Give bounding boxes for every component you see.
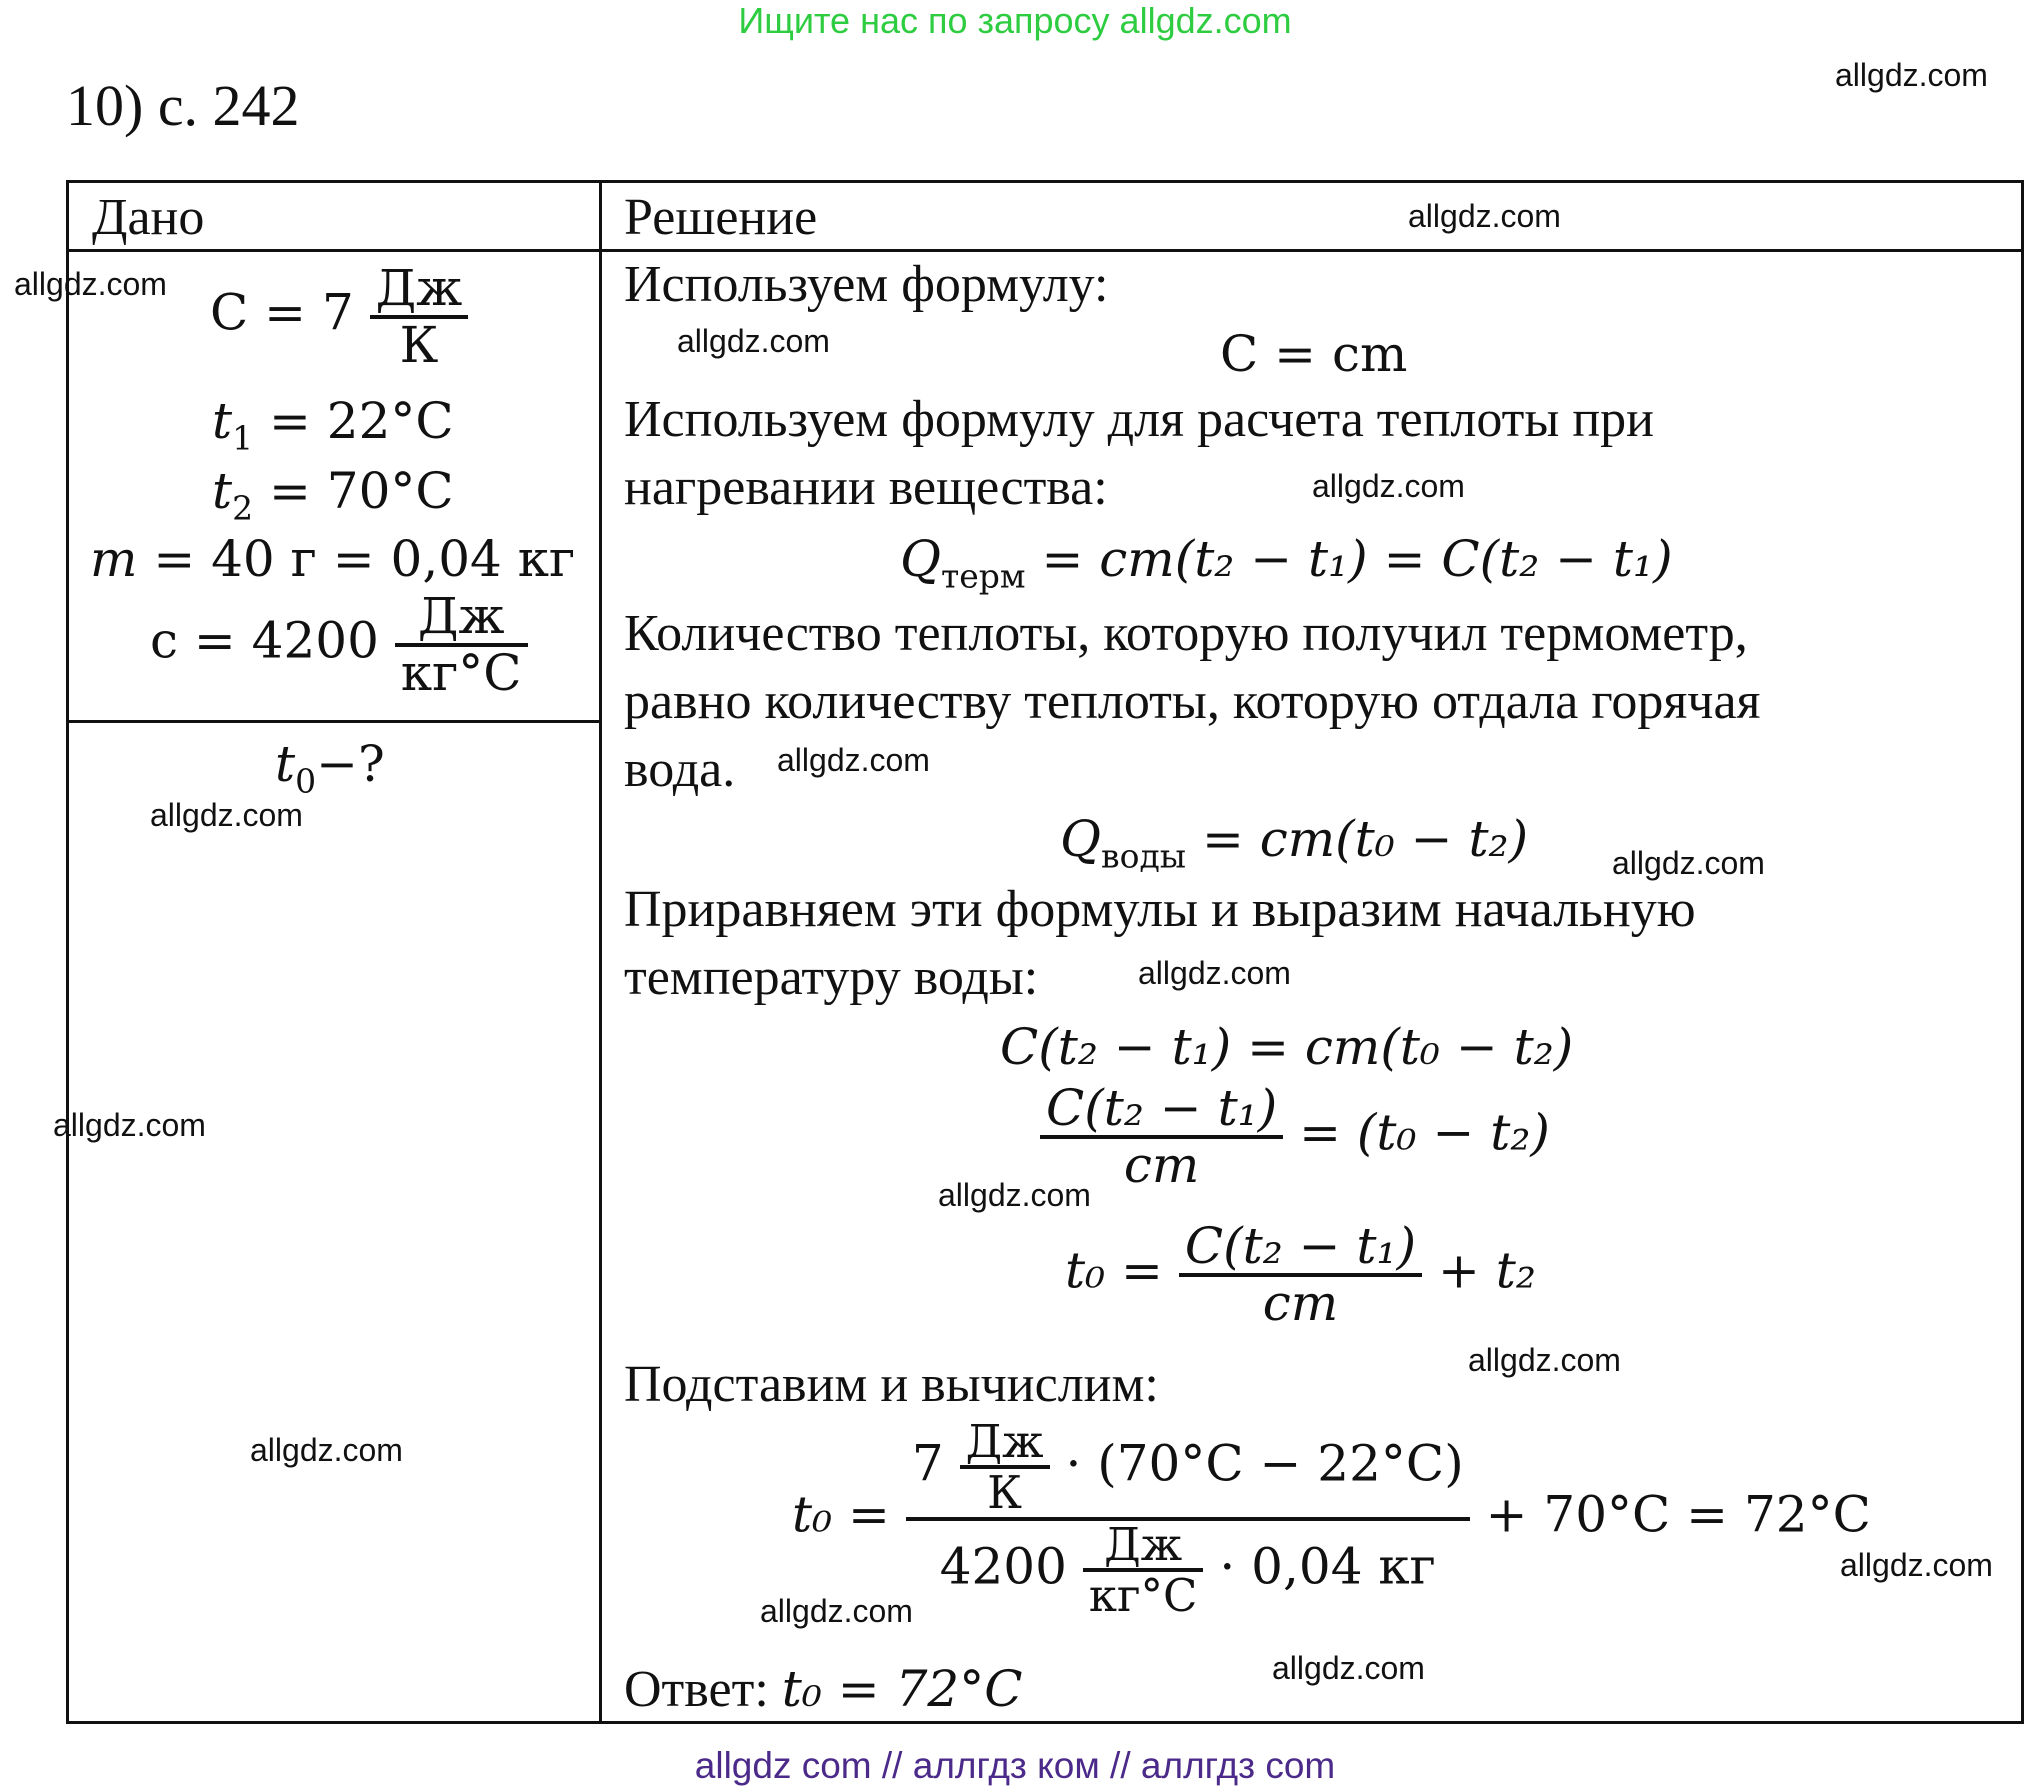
unit-fraction: $\frac{Дж}{кг^\circ C}$ — [395, 590, 528, 699]
watermark: allgdz.com — [1612, 845, 1765, 881]
solution-p3b: равно количеству теплоты, которую отдала горячая — [624, 673, 1761, 730]
solution-p4b: температуру воды: — [624, 949, 1039, 1006]
watermark: allgdz.com — [1408, 198, 1561, 234]
top-banner: Ищите нас по запросу allgdz.com — [738, 0, 1292, 41]
watermark: allgdz.com — [777, 742, 930, 778]
watermark: allgdz.com — [14, 266, 167, 302]
given-mass: m = 40 г = 0,04 кг — [90, 530, 576, 588]
formula-7-fraction: 7 $\frac{Дж}{К}$ · (70°C − 22°C) 4200 $\frac{Дж}{кг^\circ C}$ · 0,04 кг — [906, 1418, 1470, 1619]
formula-6-fraction: $\frac{\text{C(t₂ − t₁)}}{cm}$ — [1179, 1220, 1422, 1329]
given-find: $t_0-$? — [275, 735, 385, 801]
watermark: allgdz.com — [938, 1177, 1091, 1213]
watermark: allgdz.com — [1468, 1342, 1621, 1378]
answer-line: Ответ: t₀ = 72°C — [624, 1660, 1023, 1718]
formula-3: $Q_{воды} = cm(t_0 - t_2)$ — [1060, 810, 1529, 876]
formula-7: t₀ = 7 $\frac{Дж}{К}$ · (70°C − 22°C) 4200 $\frac{Дж}{кг^\circ C}$ · 0,04 кг + 70°C = 72°C — [792, 1415, 1871, 1622]
formula-5-fraction: $\frac{\text{C(t₂ − t₁)}}{cm}$ — [1040, 1082, 1283, 1191]
solution-p2b: нагревании вещества: — [624, 459, 1108, 516]
solution-header: Решение — [624, 189, 818, 246]
unit-fraction: $\frac{Дж}{К}$ — [370, 262, 469, 371]
formula-2: $Q_{терм} = cm(t_2 - t_1) = C(t_2 - t_1)$ — [900, 530, 1673, 596]
solution-p3a: Количество теплоты, которую получил термометр, — [624, 605, 1748, 662]
watermark: allgdz.com — [53, 1107, 206, 1143]
given-t1: $t_1 = 22^\circ C$ — [212, 392, 454, 458]
given-heat-capacity: C = 7 $\frac{Дж}{К}$ — [210, 262, 468, 371]
unit-fraction: $\frac{Дж}{К}$ — [960, 1418, 1050, 1517]
watermark: allgdz.com — [760, 1593, 913, 1629]
formula-4: C(t₂ − t₁) = cm(t₀ − t₂) — [1000, 1018, 1574, 1076]
watermark: allgdz.com — [1272, 1650, 1425, 1686]
given-divider — [66, 720, 602, 723]
given-header: Дано — [92, 189, 205, 246]
formula-5: $\frac{\text{C(t₂ − t₁)}}{cm}$ = (t₀ − t₂) — [1040, 1082, 1550, 1191]
watermark: allgdz.com — [1312, 468, 1465, 504]
solution-p1: Используем формулу: — [624, 256, 1109, 313]
bottom-banner: allgdz com // аллгдз ком // аллгдз com — [694, 1745, 1336, 1786]
watermark: allgdz.com — [150, 797, 303, 833]
watermark: allgdz.com — [1138, 955, 1291, 991]
header-divider — [66, 249, 2024, 252]
given-specific-heat: c = 4200 $\frac{Дж}{кг^\circ C}$ — [150, 590, 528, 699]
column-divider — [599, 180, 602, 1724]
task-title: 10) с. 242 — [66, 73, 300, 138]
watermark: allgdz.com — [677, 323, 830, 359]
unit-fraction: $\frac{Дж}{кг^\circ C}$ — [1083, 1521, 1204, 1620]
formula-1: C = cm — [1220, 325, 1408, 383]
solution-p2a: Используем формулу для расчета теплоты при — [624, 391, 1654, 448]
solution-p3c: вода. — [624, 741, 736, 798]
solution-p5: Подставим и вычислим: — [624, 1356, 1159, 1413]
watermark: allgdz.com — [1835, 57, 1988, 93]
watermark: allgdz.com — [1840, 1547, 1993, 1583]
solution-p4a: Приравняем эти формулы и выразим начальную — [624, 881, 1696, 938]
watermark: allgdz.com — [250, 1432, 403, 1468]
formula-6: t₀ = $\frac{\text{C(t₂ − t₁)}}{cm}$ + t₂ — [1065, 1217, 1536, 1332]
given-t2: $t_2 = 70^\circ C$ — [212, 462, 454, 528]
